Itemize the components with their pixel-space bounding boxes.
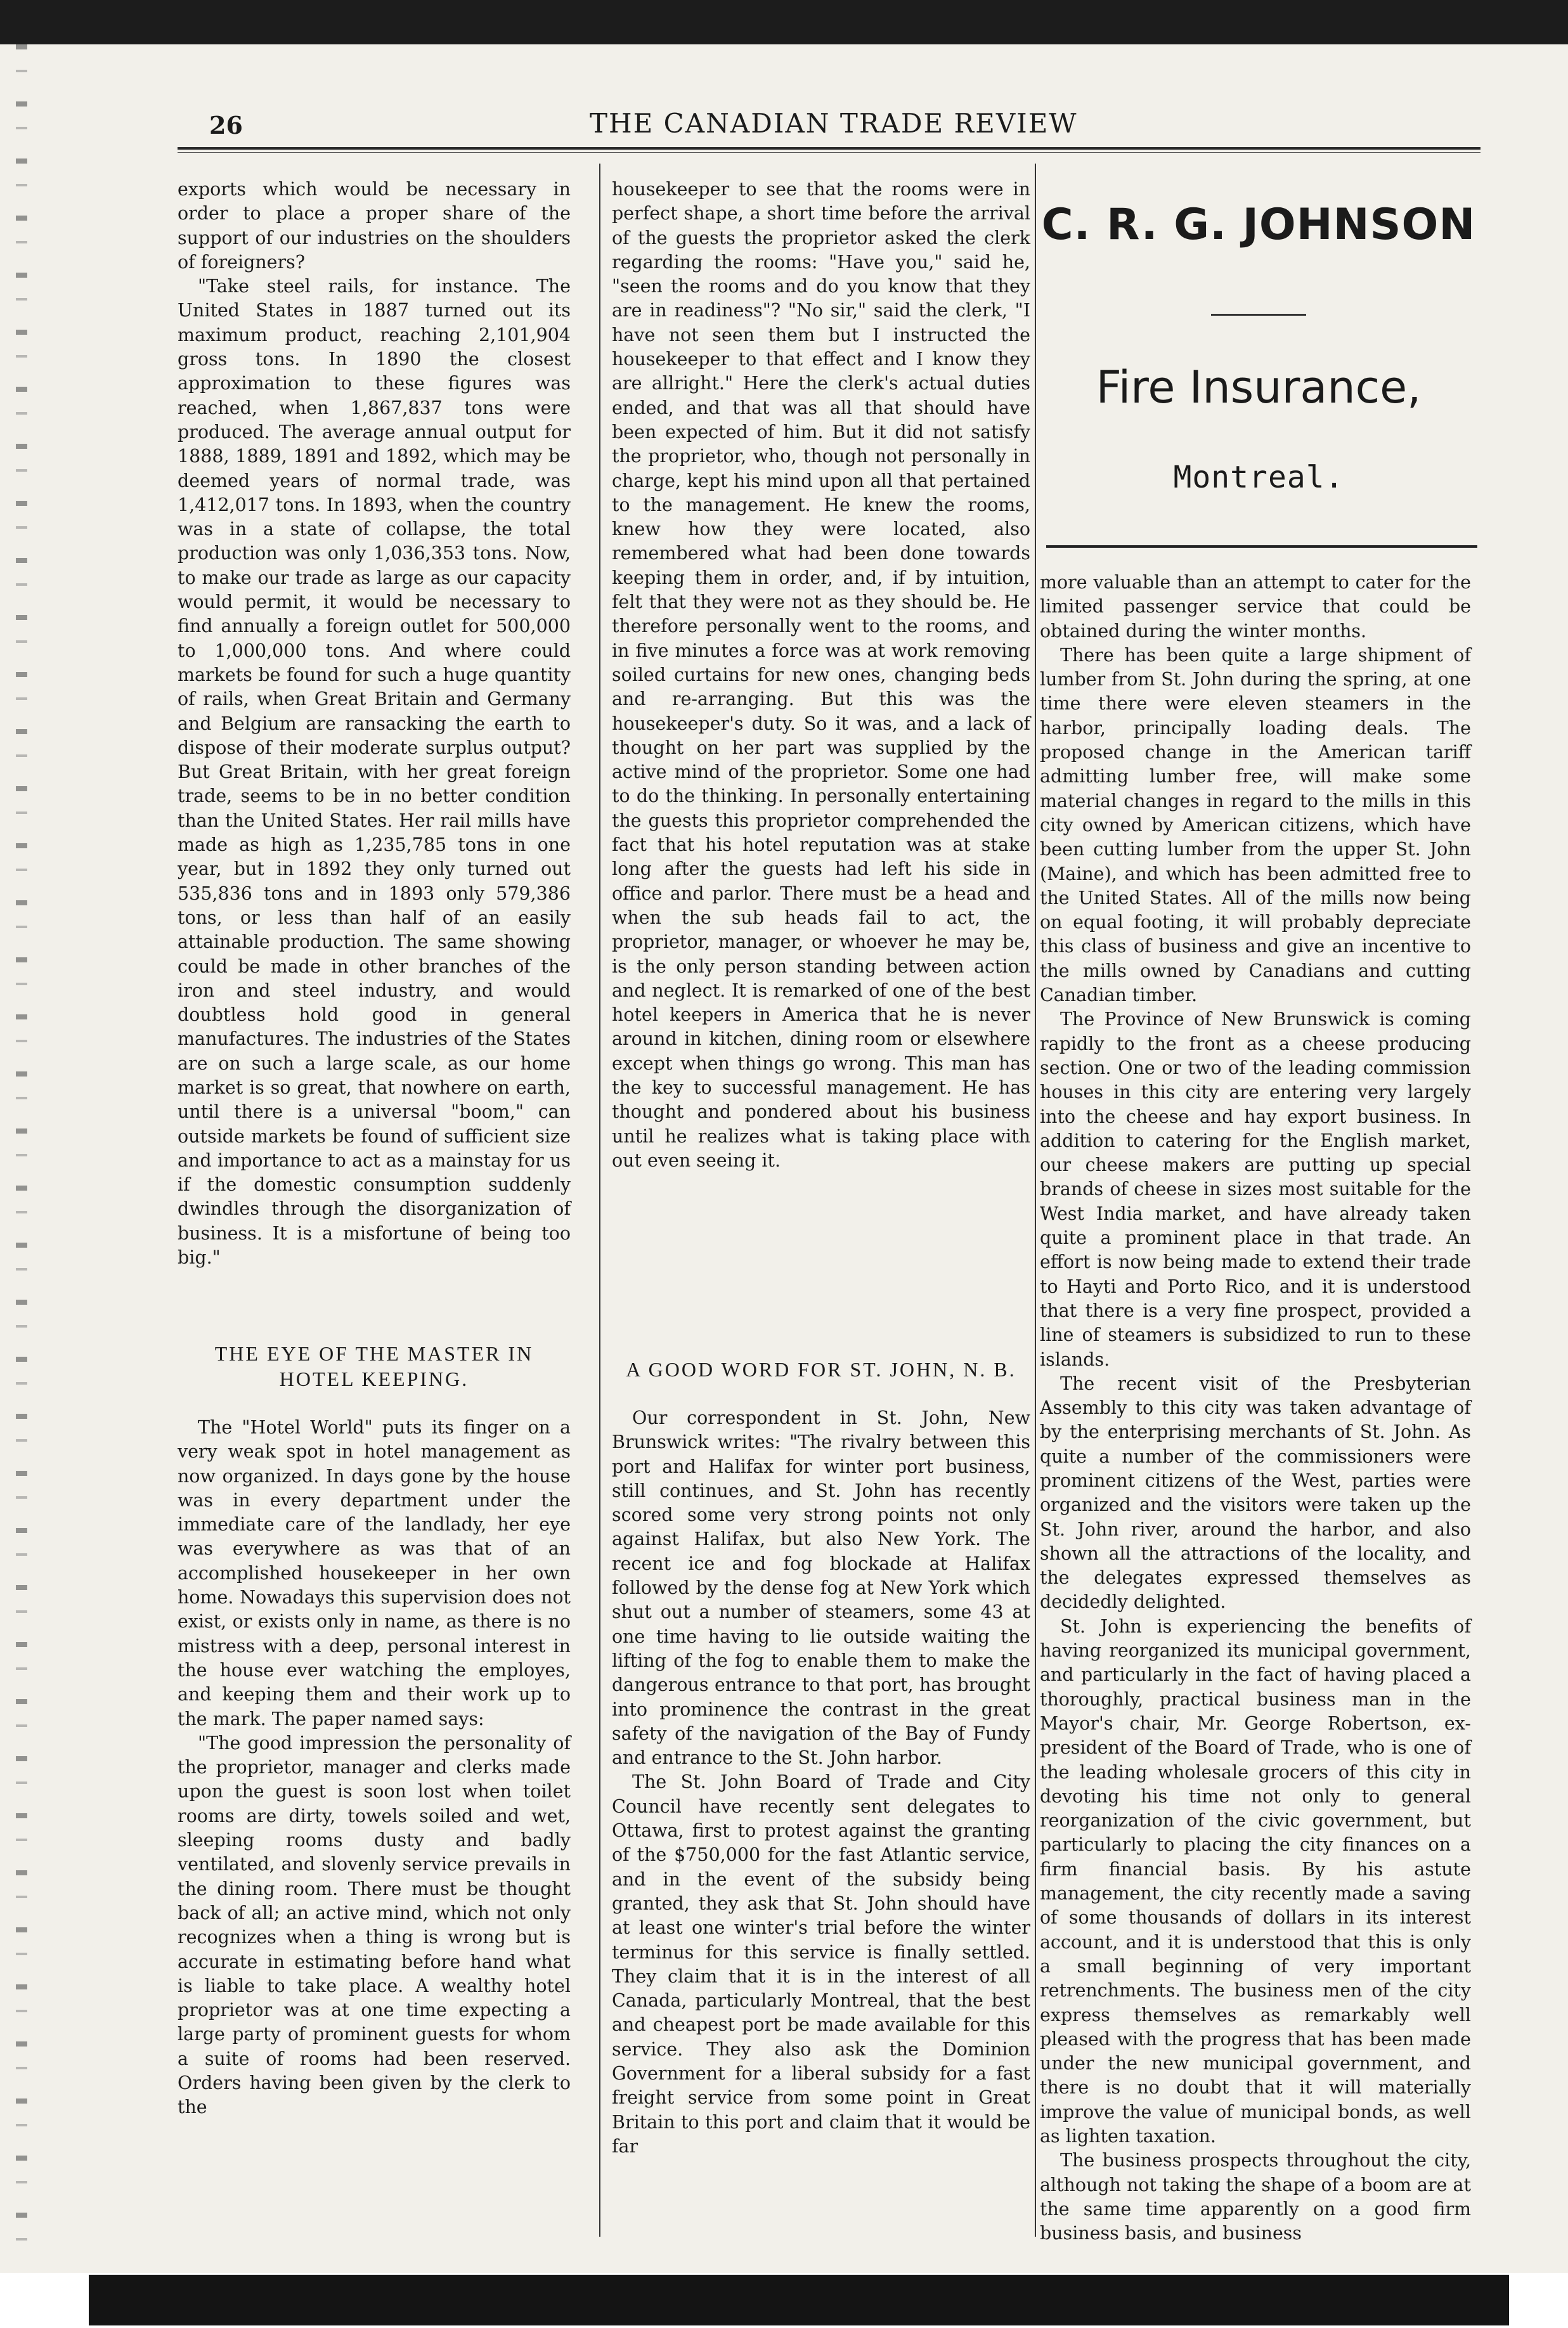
column-divider-2 (1035, 164, 1036, 2237)
header-rule-thin (178, 152, 1481, 153)
article-heading-st-john: A GOOD WORD FOR ST. JOHN, N. B. (626, 1358, 1016, 1381)
column-1 (178, 178, 571, 1270)
article-heading-hotel: THE EYE OF THE MASTER IN HOTEL KEEPING. (214, 1342, 534, 1390)
running-head: THE CANADIAN TRADE REVIEW (590, 108, 1078, 139)
col2-paragraph: The St. John Board of Trade and City Council have recently sent delegates to Ottawa, first to protest against the granting of the $750,000 for the fast Atlantic service, and in the event of the subsidy being granted, they ask that St. John should have at least one winter's trial before the winter terminus for this service is finally settled. They claim that it is in the interest of all Canada, particularly Montreal, that the best and cheapest port be made available for this service. They also ask the Dominion Government for a liberal subsidy for a fast freight service from some point in Great Britain to this port and claim that it would be far (612, 1771, 1030, 2157)
col1-paragraph: The "Hotel World" puts its finger on a very weak spot in hotel management as now organized. In days gone by the house was in every department under the immediate care of the landlady, her eye was everywhere as was that of an accomplished housekeeper in her own home. Nowadays this supervision does not exist, or exists only in name, as there is no mistress with a deep, personal interest in the house ever watching the employes, and keeping them and their work up to the mark. The paper named says: (178, 1417, 571, 1730)
column-2 (612, 178, 1030, 1173)
ad-city: Montreal. (1173, 460, 1344, 495)
advertisement (1040, 171, 1477, 558)
col3-paragraph: The Province of New Brunswick is coming rapidly to the front as a cheese producing section. One or two of the leading commission houses in this city are entering very largely into the cheese and hay export business. In addition to catering for the English market, our cheese makers are putting up special brands of cheese in sizes most suitable for the West India market, and have already taken quite a prominent place in that trade. An effort is now being made to extend their trade to Hayti and Porto Rico, and it is understood that there is a very fine prospect, provided a line of steamers is subsidized to run to these islands. (1040, 1009, 1471, 1370)
col3-paragraph: The recent visit of the Presbyterian Assembly to this city was taken advantage of by the enterprising merchants of St. John. As quite a number of the commissioners were prominent citizens of the West, parties were organized and the visitors were taken up the St. John river, around the harbor, and also shown all the attractions of the locality, and the delegates expressed themselves as decidedly delighted. (1040, 1373, 1471, 1613)
ad-company-name: C. R. G. JOHNSON (1041, 200, 1476, 250)
column-1-article (178, 1341, 571, 2120)
col3-paragraph: more valuable than an attempt to cater for the limited passenger service that could be obtained during the winter months. (1040, 572, 1471, 642)
header-rule (178, 147, 1481, 150)
column-3 (1040, 571, 1471, 2246)
col3-paragraph: There has been quite a large shipment of lumber from St. John during the spring, at one time there were eleven steamers in the harbor, principally loading deals. The proposed change in the American tariff admitting lumber free, will make some material changes in regard to the mills in this city owned by American citizens, which have been cutting lumber from the upper St. John (Maine), and which has been admitted free to the United States. All of the mills now being on equal footing, it will probably depreciate this class of business and give an incentive to the mills owned by Canadians and cutting Canadian timber. (1040, 644, 1471, 1006)
page-number: 26 (209, 111, 243, 139)
ad-divider (1211, 314, 1306, 316)
col1-paragraph: "Take steel rails, for instance. The United States in 1887 turned out its maximum product, reaching 2,101,904 gross tons. In 1890 the closest approximation to these figures was reached, when 1,867,837 tons were produced. The average annual output for 1888, 1889, 1891 and 1892, which may be deemed years of normal trade, was 1,412,017 tons. In 1893, when the country was in a state of collapse, the total production was only 1,036,353 tons. Now, to make our trade as large as our capacity would permit, it would be necessary to find annually a foreign outlet for 500,000 to 1,000,000 tons. And where could markets be found for such a huge quantity of rails, when Great Britain and Germany and Belgium are ransacking the earth to dispose of their moderate surplus output? But Great Britain, with her great foreign trade, seems to be in no better condition than the United States. Her rail mills have made as high as 1,235,785 tons in one year, but in 1892 they only turned out 535,836 tons and in 1893 only 579,386 tons, or less than half of an easily attainable production. The same showing could be made in other branches of the iron and steel industry, and would doubtless hold good in general manufactures. The industries of the States are on such a large scale, as our home market is so great, that nowhere on earth, until there is a universal "boom," can outside markets be found of sufficient size and importance to act as a mainstay for us if the domestic consumption suddenly dwindles through the disorganization of business. It is a misfortune of being too big." (178, 276, 571, 1269)
col2-paragraph: housekeeper to see that the rooms were in perfect shape, a short time before the arrival of the guests the proprietor asked the clerk regarding the rooms: "Have you," said he, "seen the rooms and do you know that they are in readiness"? "No sir," said the clerk, "I have not seen them but I instructed the housekeeper to that effect and I know they are allright." Here the clerk's actual duties ended, and that was all that should have been expected of him. But it did not satisfy the proprietor, who, though not personally in charge, kept his mind upon all that pertained to the management. He knew the rooms, knew how they were located, also remembered what had been done towards keeping them in order, and, if by intuition, felt that they were not as they should be. He therefore personally went to the rooms, and in five minutes a force was at work removing soiled curtains for new ones, changing beds and re-arranging. But this was the housekeeper's duty. So it was, and a lack of thought on her part was supplied by the active mind of the proprietor. Some one had to do the thinking. In personally entertaining the guests this proprietor comprehended the fact that his hotel reputation was at stake long after the guests had left his side in office and parlor. There must be a head and when the sub heads fail to act, the proprietor, manager, or whoever he may be, is the only person standing between action and neglect. It is remarked of one of the best hotel keepers in America that he is never around in kitchen, dining room or elsewhere except when things go wrong. This man has the key to successful management. He has thought and pondered about his business until he realizes what is taking place with out even seeing it. (612, 179, 1030, 1171)
column-divider-1 (599, 164, 600, 2237)
col1-paragraph: exports which would be necessary in order to place a proper share of the support of our industries on the shoulders of foreigners? (178, 179, 571, 273)
col1-paragraph: "The good impression the personality of the proprietor, manager and clerks made upon the guest is soon lost when toilet rooms are dirty, towels soiled and wet, sleeping rooms dusty and badly ventilated, and slovenly service prevails in the dining room. There must be thought back of all; an active mind, which not only recognizes when a thing is wrong but is accurate in estimating before hand what is liable to take place. A wealthy hotel proprietor was at one time expecting a large party of prominent guests for whom a suite of rooms had been reserved. Orders having been given by the clerk to the (178, 1732, 571, 2118)
ad-service: Fire Insurance, (1096, 361, 1422, 413)
scan-bottom-bar (89, 2275, 1509, 2325)
ad-bottom-rule (1046, 545, 1477, 548)
scan-top-edge (0, 0, 1568, 44)
col3-paragraph: St. John is experiencing the benefits of having reorganized its municipal government, and particularly in the fact of having placed a thoroughly, practical business man in the Mayor's chair, Mr. George Robertson, ex-president of the Board of Trade, who is one of the leading wholesale grocers of this city in devoting his time not only to general reorganization of the civic government, but particularly to placing the city finances on a firm financial basis. By his astute management, the city recently made a saving of some thousands of dollars in its interest account, and it is understood that this is only a small beginning of very important retrenchments. The business men of the city express themselves as remarkably well pleased with the progress that has been made under the new municipal government, and there is no doubt that it will materially improve the value of municipal bonds, as well as lighten taxation. (1040, 1615, 1471, 2147)
column-2-article (612, 1357, 1030, 2159)
scan-left-bleed (16, 44, 27, 2263)
col2-paragraph: Our correspondent in St. John, New Brunswick writes: "The rivalry between this port and Halifax for winter port business, still continues, and St. John has recently scored some very strong points not only against Halifax, but also New York. The recent ice and fog blockade at Halifax followed by the dense fog at New York which shut out a number of steamers, some 43 at one time having to lie outside waiting the lifting of the fog to enable them to make the dangerous entrance to that port, has brought into prominence the contrast in the great safety of the navigation of the Bay of Fundy and entrance to the St. John harbor. (612, 1407, 1030, 1769)
col3-paragraph: The business prospects throughout the city, although not taking the shape of a boom are at the same time apparently on a good firm business basis, and business (1040, 2150, 1471, 2244)
